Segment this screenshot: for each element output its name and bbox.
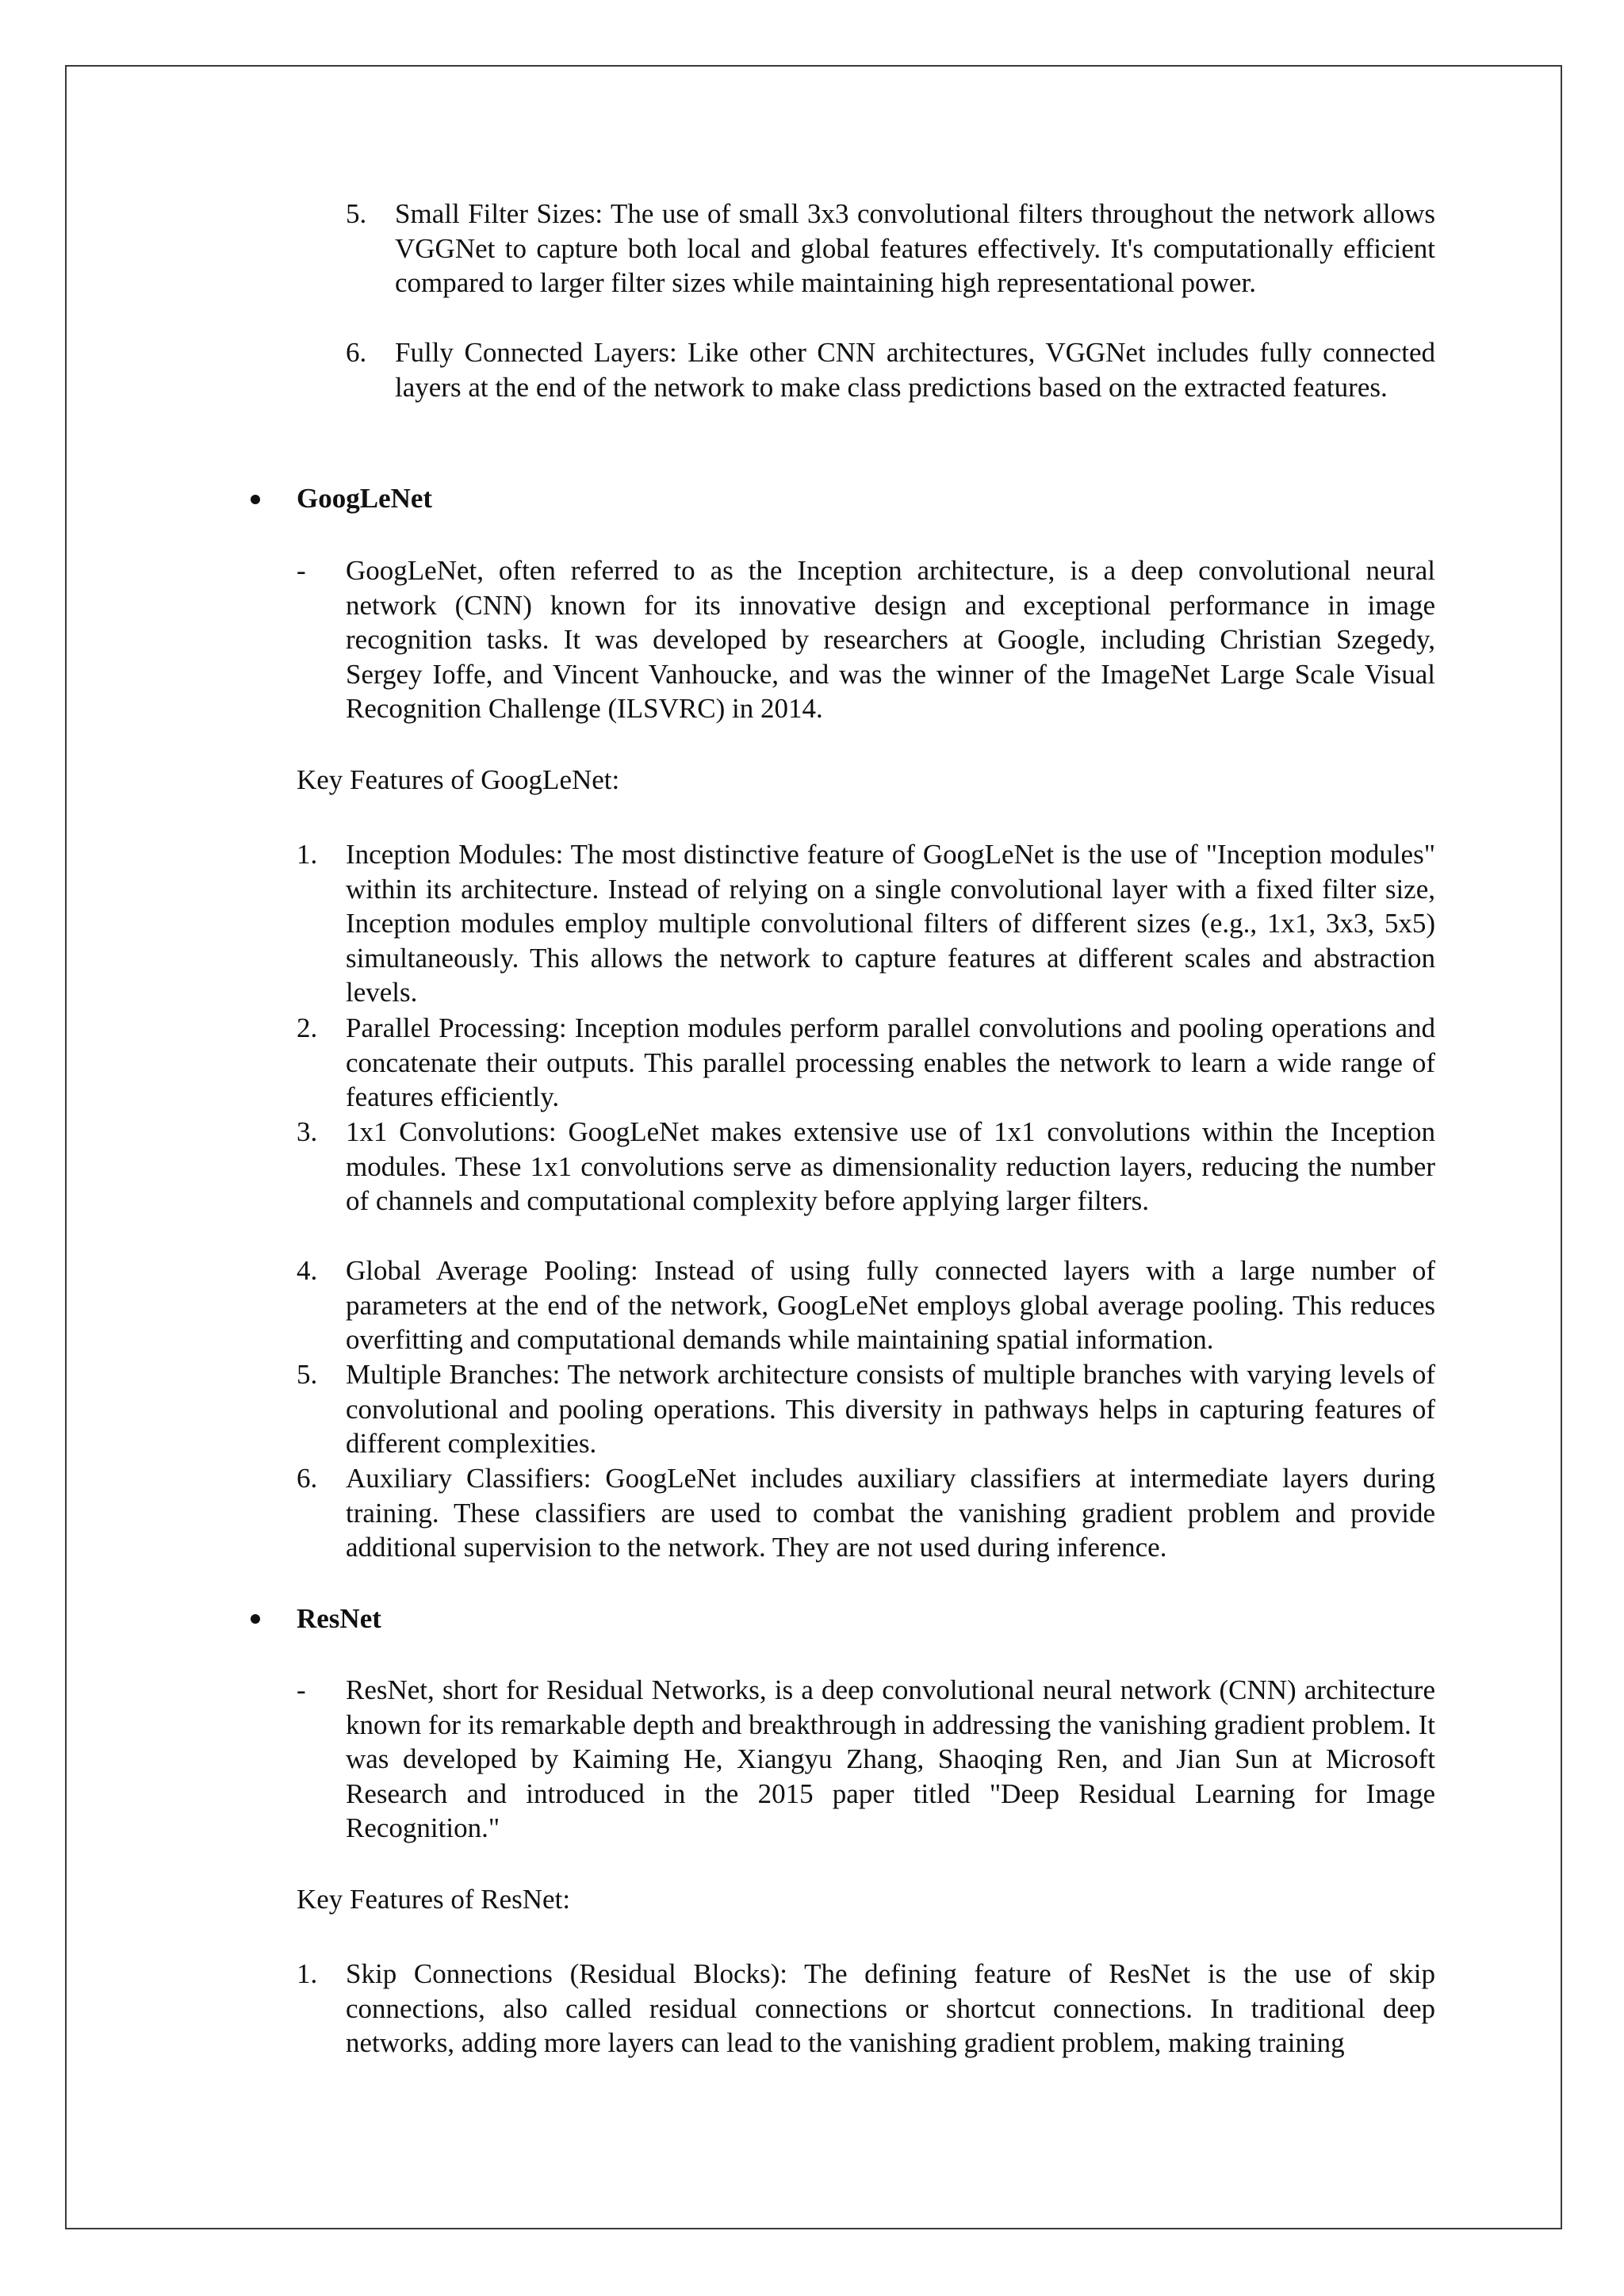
list-number: 6. bbox=[297, 1463, 318, 1494]
list-number: 5. bbox=[297, 1359, 318, 1390]
list-item bbox=[346, 197, 1435, 300]
list-number: 1. bbox=[297, 1958, 318, 1989]
list-item bbox=[346, 335, 1435, 404]
list-item-text: Multiple Branches: The network architecture consists of multiple branches with varying levels of convolutional and pooling operations. This diversity in pathways helps in capturing features of different complexities. bbox=[346, 1359, 1435, 1460]
list-item-text: Skip Connections (Residual Blocks): The defining feature of ResNet is the use of skip connections, also called residual connections or shortcut connections. In traditional deep networks, adding more layers can lead to the vanishing gradient problem, making training bbox=[346, 1958, 1435, 2059]
list-number: 5. bbox=[346, 198, 367, 229]
section-heading-resnet: ResNet bbox=[297, 1603, 381, 1634]
list-item-text: Parallel Processing: Inception modules perform parallel convolutions and pooling operations and concatenate their outputs. This parallel processing enables the network to learn a wide range of features efficiently. bbox=[346, 1012, 1435, 1113]
googlenet-features-title: Key Features of GoogLeNet: bbox=[297, 764, 620, 795]
bullet-icon bbox=[251, 1614, 260, 1624]
list-item bbox=[297, 1011, 1435, 1115]
list-item bbox=[297, 1461, 1435, 1565]
list-item bbox=[297, 837, 1435, 1010]
dash-marker: - bbox=[297, 555, 306, 586]
intro-paragraph bbox=[297, 553, 1435, 726]
section-heading-googlenet: GoogLeNet bbox=[297, 483, 433, 514]
resnet-intro-text: ResNet, short for Residual Networks, is a deep convolutional neural network (CNN) architecture known for its remarkable depth and breakthrough in addressing the vanishing gradient problem. It was developed by Kaiming He, Xiangyu Zhang, Shaoqing Ren, and Jian Sun at Microsoft Research and introduced in the 2015 paper titled "Deep Residual Learning for Image Recognition." bbox=[346, 1674, 1435, 1844]
list-item-text: Fully Connected Layers: Like other CNN architectures, VGGNet includes fully connected layers at the end of the network to make class predictions based on the extracted features. bbox=[395, 337, 1435, 403]
list-item-text: Global Average Pooling: Instead of using fully connected layers with a large number of parameters at the end of the network, GoogLeNet employs global average pooling. This reduces overfitting and computational demands while maintaining spatial information. bbox=[346, 1255, 1435, 1356]
list-item bbox=[297, 1357, 1435, 1461]
list-number: 1. bbox=[297, 839, 318, 870]
list-item bbox=[297, 1253, 1435, 1357]
list-item-text: Small Filter Sizes: The use of small 3x3 convolutional filters throughout the network allows VGGNet to capture both local and global features effectively. It's computationally efficient compared to larger filter sizes while maintaining high representational power. bbox=[395, 198, 1435, 299]
list-number: 2. bbox=[297, 1012, 318, 1043]
googlenet-intro-text: GoogLeNet, often referred to as the Inception architecture, is a deep convolutional neural network (CNN) known for its innovative design and exceptional performance in image recognition tasks. It was developed by researchers at Google, including Christian Szegedy, Sergey Ioffe, and Vincent Vanhoucke, and was the winner of the ImageNet Large Scale Visual Recognition Challenge (ILSVRC) in 2014. bbox=[346, 555, 1435, 725]
list-item-text: 1x1 Convolutions: GoogLeNet makes extensive use of 1x1 convolutions within the Inception modules. These 1x1 convolutions serve as dimensionality reduction layers, reducing the number of channels and computational complexity before applying larger filters. bbox=[346, 1116, 1435, 1217]
list-number: 4. bbox=[297, 1255, 318, 1286]
list-number: 6. bbox=[346, 337, 367, 368]
list-item-text: Auxiliary Classifiers: GoogLeNet includes auxiliary classifiers at intermediate layers during training. These classifiers are used to combat the vanishing gradient problem and provide additional supervision to the network. They are not used during inference. bbox=[346, 1463, 1435, 1563]
intro-paragraph bbox=[297, 1673, 1435, 1846]
list-number: 3. bbox=[297, 1116, 318, 1147]
list-item bbox=[297, 1115, 1435, 1219]
bullet-icon bbox=[251, 495, 260, 504]
list-item bbox=[297, 1957, 1435, 2061]
resnet-features-title: Key Features of ResNet: bbox=[297, 1884, 571, 1915]
dash-marker: - bbox=[297, 1674, 306, 1705]
list-item-text: Inception Modules: The most distinctive feature of GoogLeNet is the use of "Inception modules" within its architecture. Instead of relying on a single convolutional layer with a fixed filter size, Inception modules employ multiple convolutional filters of different sizes (e.g., 1x1, 3x3, 5x5) simultaneously. This allows the network to capture features at different scales and abstraction levels. bbox=[346, 839, 1435, 1008]
